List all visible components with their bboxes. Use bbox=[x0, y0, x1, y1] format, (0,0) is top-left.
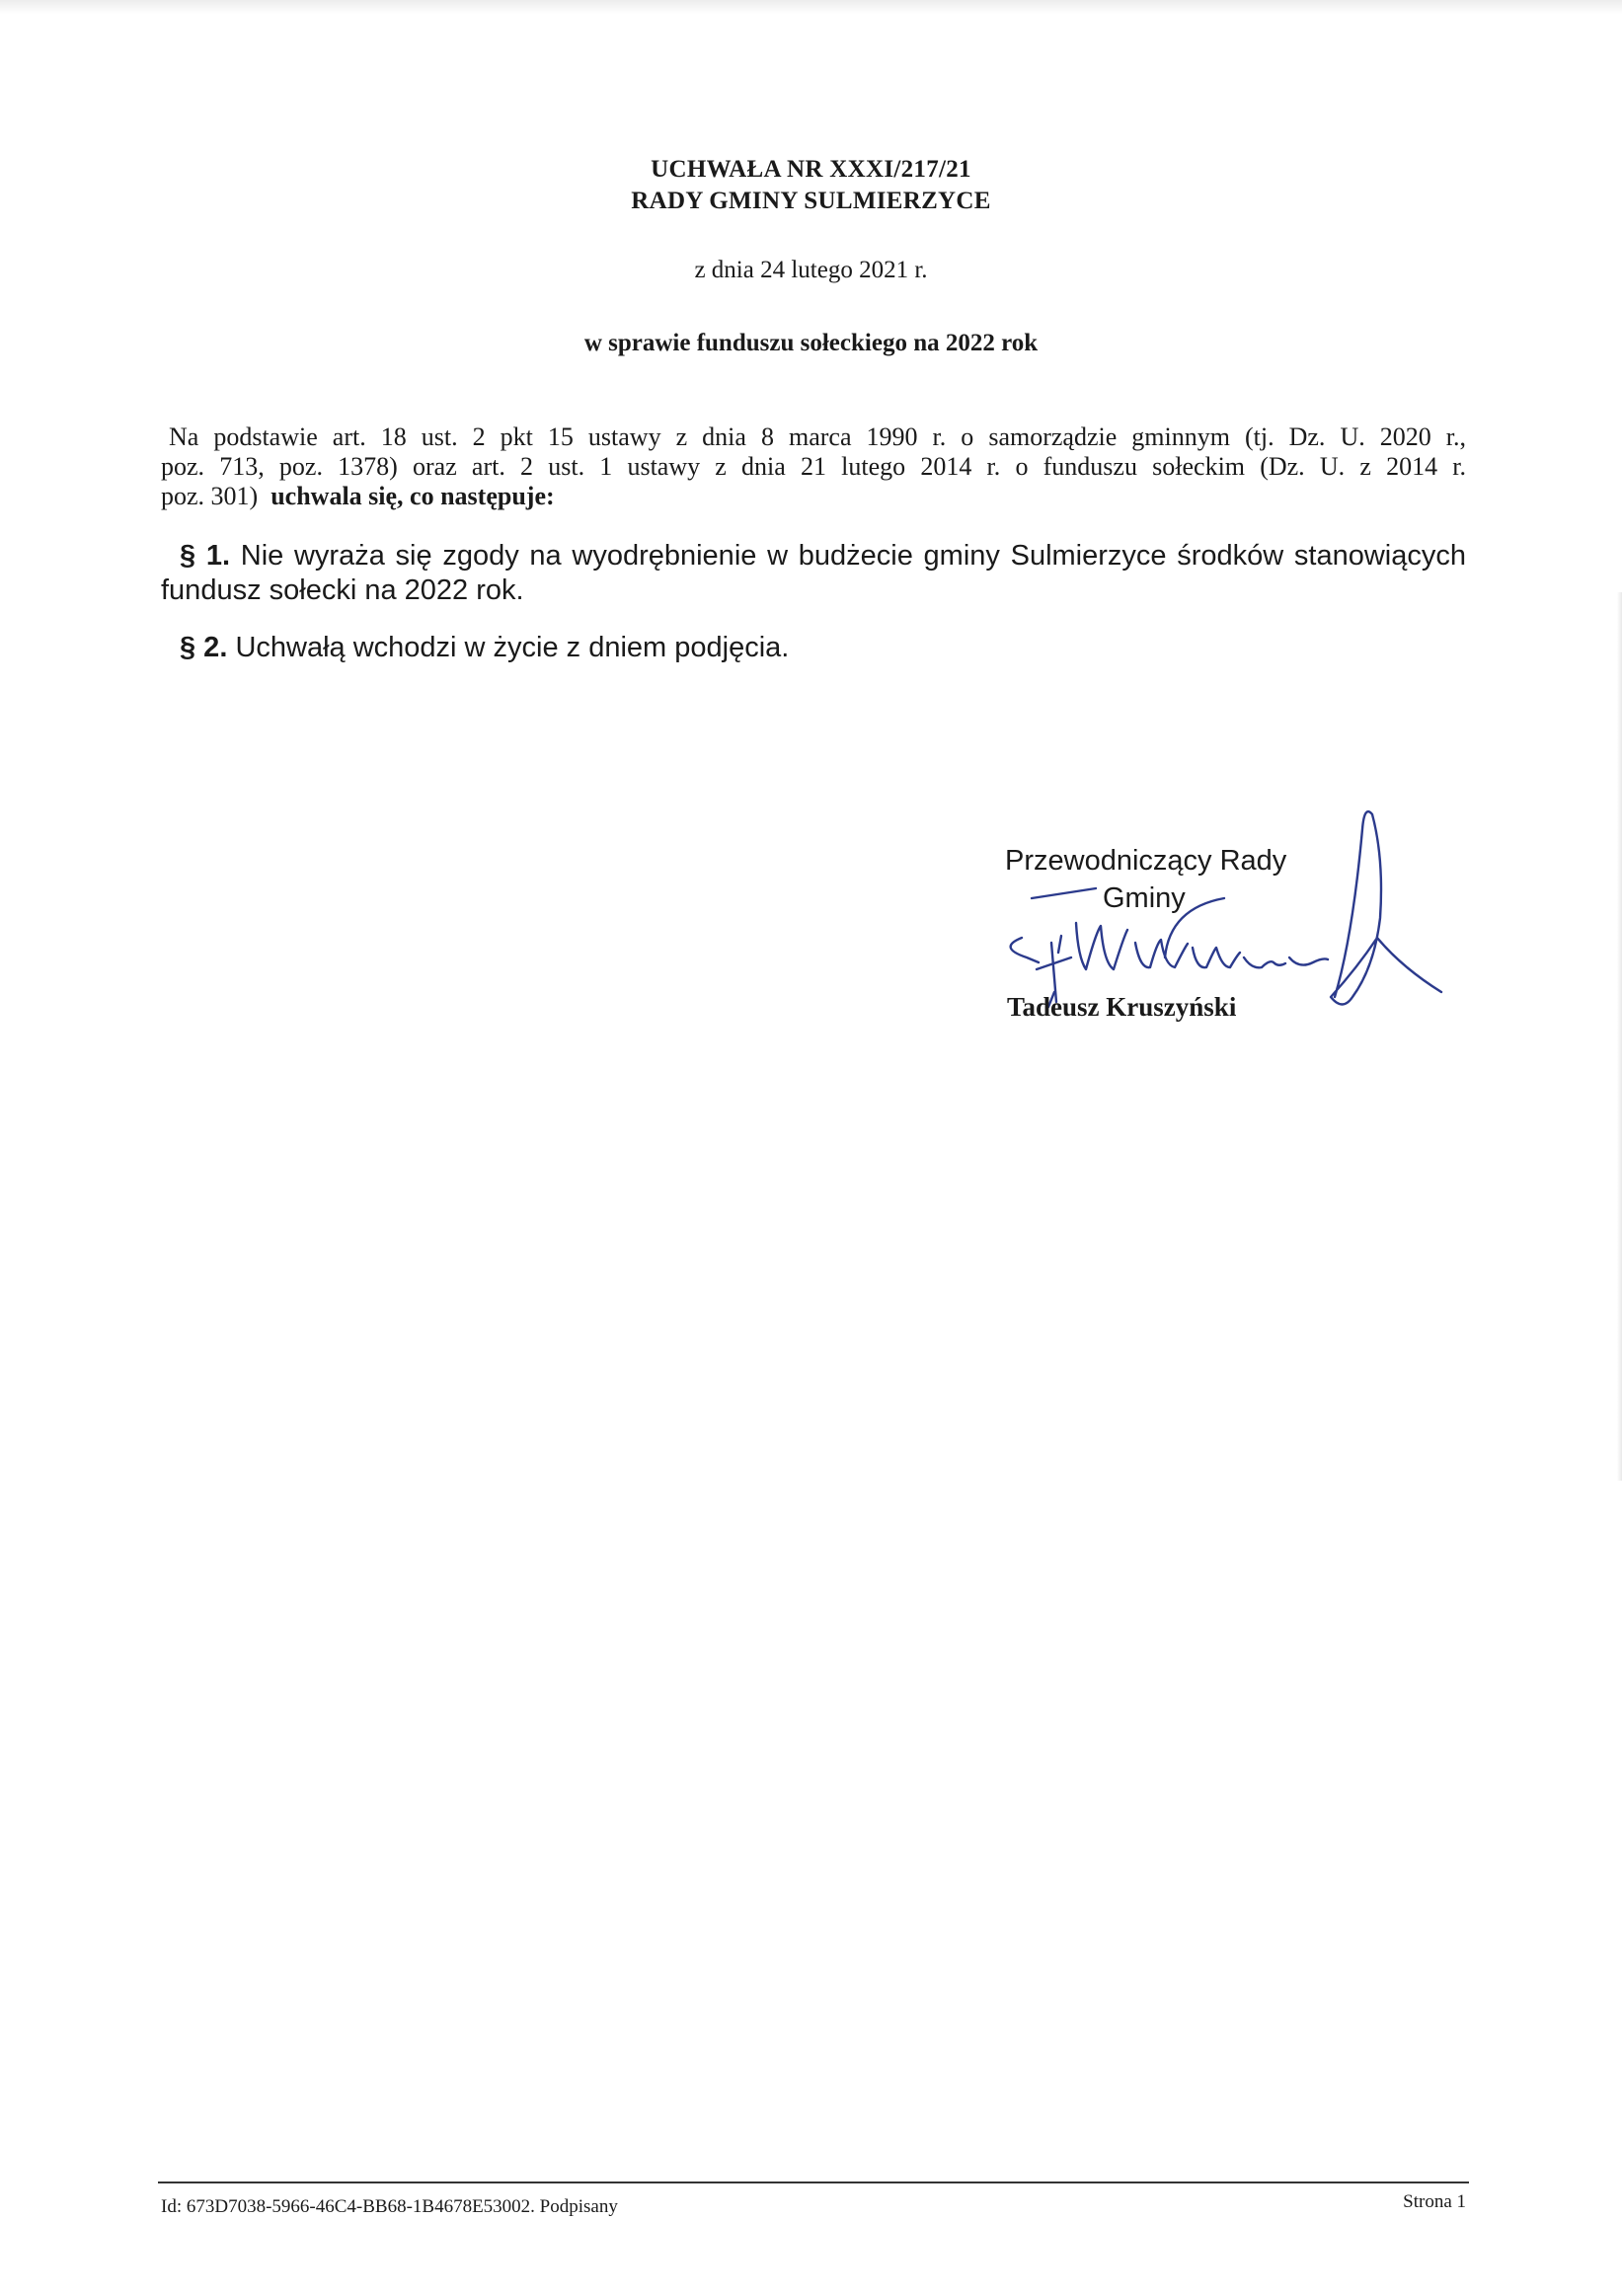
paragraph-line bbox=[161, 539, 1466, 574]
paragraph-line bbox=[161, 631, 1466, 665]
document-date: z dnia 24 lutego 2021 r. bbox=[694, 257, 928, 283]
paragraph-label: § 1. bbox=[180, 540, 231, 572]
paragraph-line: fundusz sołecki na 2022 rok. bbox=[161, 574, 524, 606]
paragraph-1 bbox=[161, 539, 1466, 608]
paragraph-text: Uchwałą wchodzi w życie z dniem podjęcia. bbox=[235, 632, 790, 663]
paragraph-label: § 2. bbox=[180, 632, 228, 663]
paragraph-text: Nie wyraża się zgody na wyodrębnienie w budżecie gminy Sulmierzyce środków stanowiących bbox=[240, 540, 1467, 572]
scan-edge-shadow-right bbox=[1617, 592, 1622, 1481]
document-title: UCHWAŁA NR XXXI/217/21 bbox=[651, 156, 971, 183]
preamble-line bbox=[161, 482, 1466, 511]
preamble-text: poz. 301) bbox=[161, 482, 259, 510]
scan-edge-shadow bbox=[0, 0, 1622, 14]
footer-divider bbox=[158, 2181, 1469, 2183]
document-issuer: RADY GMINY SULMIERZYCE bbox=[631, 188, 991, 214]
signatory-role-continued: Gminy bbox=[1103, 882, 1186, 914]
preamble-enacting-clause: uchwala się, co następuje: bbox=[270, 482, 555, 510]
preamble-line: poz. 713, poz. 1378) oraz art. 2 ust. 1 ustawy z dnia 21 lutego 2014 r. o funduszu sołeckim (Dz. U. z 2014 r. bbox=[161, 452, 1466, 481]
preamble-line: Na podstawie art. 18 ust. 2 pkt 15 ustawy z dnia 8 marca 1990 r. o samorządzie gminnym (tj. Dz. U. 2020 r., bbox=[169, 422, 1466, 451]
preamble bbox=[161, 422, 1466, 511]
signatory-name: Tadeusz Kruszyński bbox=[1007, 992, 1237, 1022]
document-subject: w sprawie funduszu sołeckiego na 2022 rok bbox=[583, 330, 1039, 356]
paragraph-2 bbox=[161, 631, 1466, 665]
signatory-role: Przewodniczący Rady bbox=[1005, 845, 1287, 877]
document-id: Id: 673D7038-5966-46C4-BB68-1B4678E53002. Podpisany bbox=[161, 2196, 618, 2217]
page-number: Strona 1 bbox=[1403, 2191, 1466, 2212]
